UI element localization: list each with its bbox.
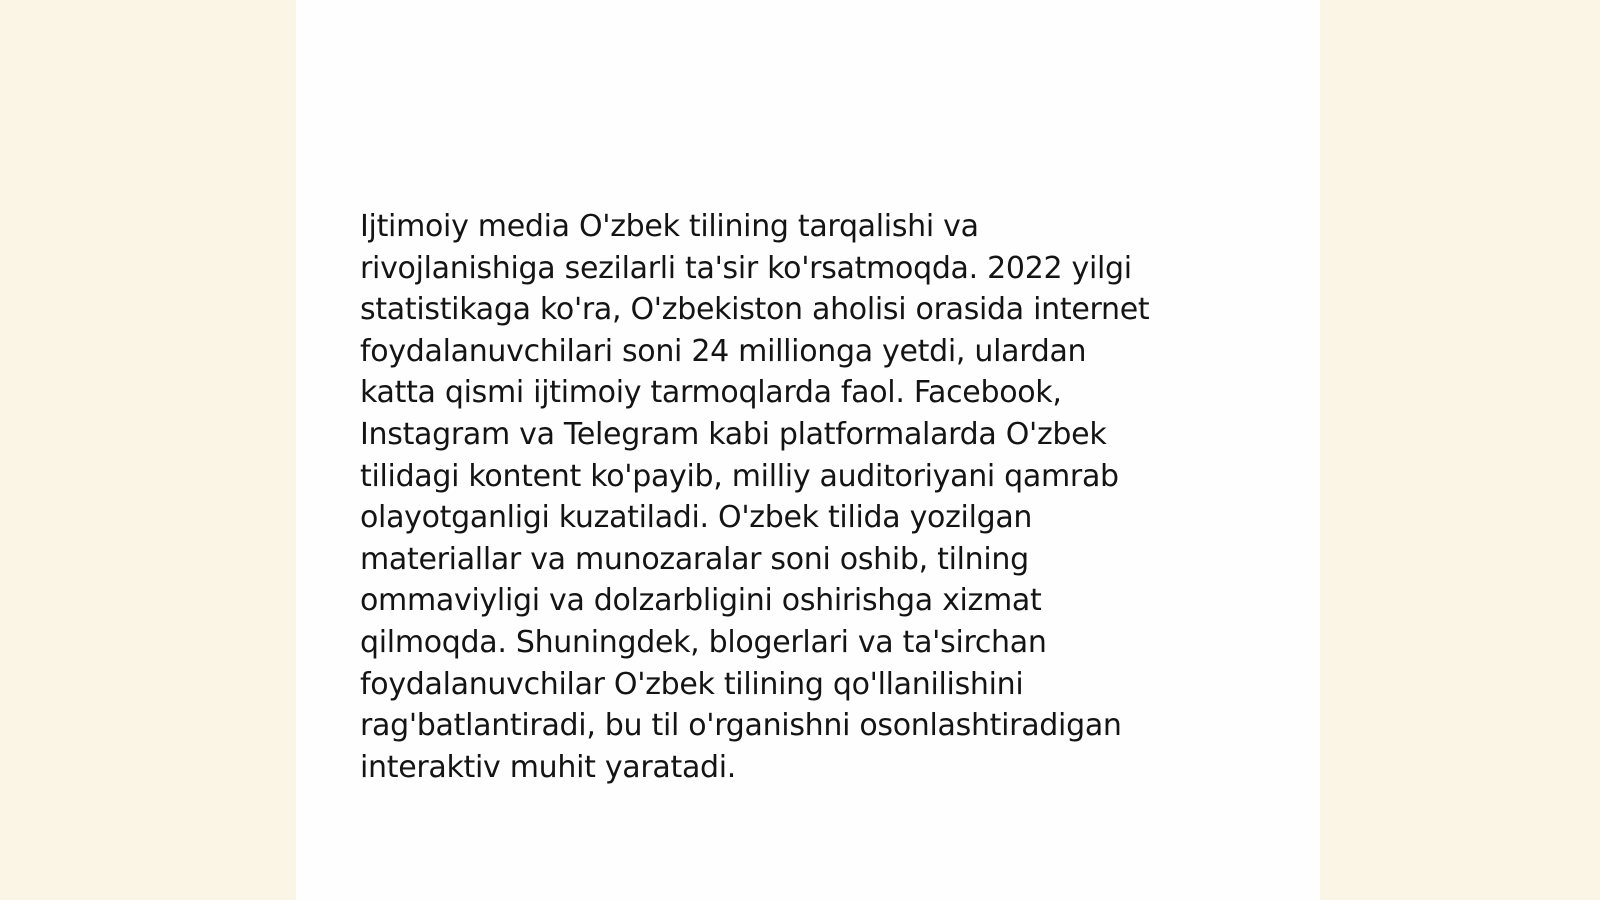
right-margin-panel	[1320, 0, 1600, 900]
paragraph-line: qilmoqda. Shuningdek, blogerlari va ta'sirchan	[360, 624, 1047, 660]
paragraph-line: rag'batlantiradi, bu til o'rganishni osonlashtiradigan	[360, 708, 1122, 744]
paragraph-line: katta qismi ijtimoiy tarmoqlarda faol. Facebook,	[360, 375, 1062, 411]
paragraph-line: tilidagi kontent ko'payib, milliy auditoriyani qamrab	[360, 458, 1119, 494]
paragraph-line: Ijtimoiy media O'zbek tilining tarqalishi va	[360, 209, 979, 244]
document-page	[296, 0, 1320, 900]
paragraph-line: Instagram va Telegram kabi platformalarda O'zbek	[360, 416, 1107, 452]
left-margin-panel	[0, 0, 296, 900]
paragraph-line: foydalanuvchilar O'zbek tilining qo'llanilishini	[360, 666, 1024, 702]
paragraph-line: materiallar va munozaralar soni oshib, tilning	[360, 541, 1029, 577]
paragraph-line: foydalanuvchilari soni 24 millionga yetdi, ulardan	[360, 333, 1087, 369]
paragraph-line: ommaviyligi va dolzarbligini oshirishga xizmat	[360, 583, 1042, 619]
paragraph-line: interaktiv muhit yaratadi.	[360, 749, 737, 785]
paragraph-line: rivojlanishiga sezilarli ta'sir ko'rsatmoqda. 2022 yilgi	[360, 250, 1132, 286]
paragraph-line: statistikaga ko'ra, O'zbekiston aholisi orasida internet	[360, 292, 1150, 328]
body-paragraph	[360, 206, 1260, 788]
paragraph-line: olayotganligi kuzatiladi. O'zbek tilida yozilgan	[360, 500, 1033, 536]
